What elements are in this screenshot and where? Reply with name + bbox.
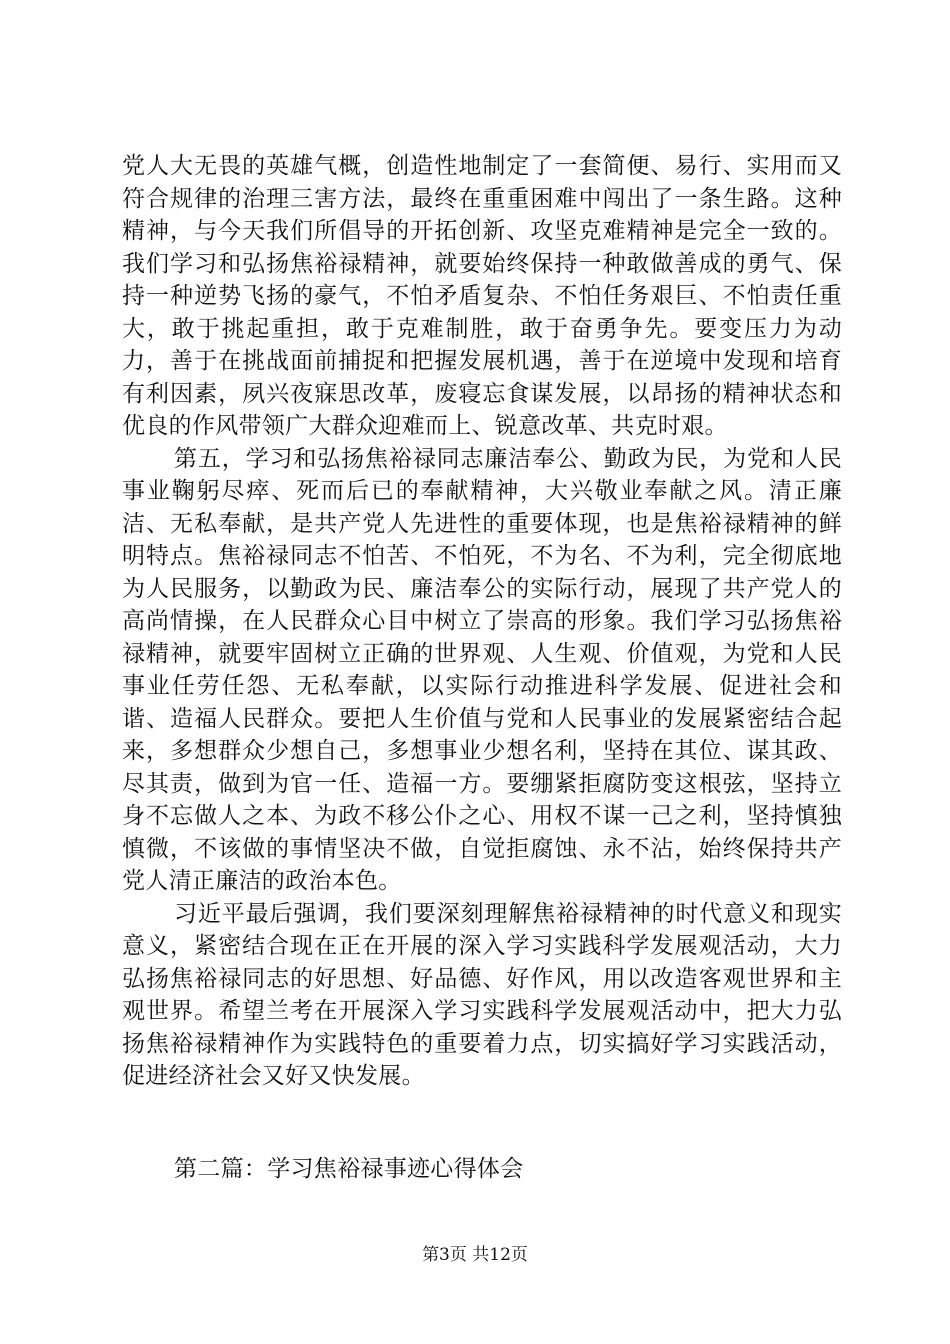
body-text xyxy=(122,150,842,1093)
paragraph-fifth-point: 第五，学习和弘扬焦裕禄同志廉洁奉公、勤政为民，为党和人民事业鞠躬尽瘁、死而后已的奉献精神，大兴敬业奉献之风。清正廉洁、无私奉献，是共产党人先进性的重要体现，也是焦裕禄精神的鲜明特点。焦裕禄同志不怕苦、不怕死，不为名、不为利，完全彻底地为人民服务，以勤政为民、廉洁奉公的实际行动，展现了共产党人的高尚情操，在人民群众心目中树立了崇高的形象。我们学习弘扬焦裕禄精神，就要牢固树立正确的世界观、人生观、价值观，为党和人民事业任劳任怨、无私奉献，以实际行动推进科学发展、促进社会和谐、造福人民群众。要把人生价值与党和人民事业的发展紧密结合起来，多想群众少想自己，多想事业少想名利，坚持在其位、谋其政、尽其责，做到为官一任、造福一方。要绷紧拒腐防变这根弦，坚持立身不忘做人之本、为政不移公仆之心、用权不谋一己之利，坚持慎独慎微，不该做的事情坚决不做，自觉拒腐蚀、永不沾，始终保持共产党人清正廉洁的政治本色。 xyxy=(122,445,842,894)
paragraph-continuation: 党人大无畏的英雄气概，创造性地制定了一套简便、易行、实用而又符合规律的治理三害方法，最终在重重困难中闯出了一条生路。这种精神，与今天我们所倡导的开拓创新、攻坚克难精神是完全一致的。我们学习和弘扬焦裕禄精神，就要始终保持一种敢做善成的勇气、保持一种逆势飞扬的豪气，不怕矛盾复杂、不怕任务艰巨、不怕责任重大，敢于挑起重担，敢于克难制胜，敢于奋勇争先。要变压力为动力，善于在挑战面前捕捉和把握发展机遇，善于在逆境中发现和培育有利因素，夙兴夜寐思改革，废寝忘食谋发展，以昂扬的精神状态和优良的作风带领广大群众迎难而上、锐意改革、共克时艰。 xyxy=(122,153,842,439)
section-heading: 第二篇：学习焦裕禄事迹心得体会 xyxy=(174,1156,524,1182)
paragraph-conclusion: 习近平最后强调，我们要深刻理解焦裕禄精神的时代意义和现实意义，紧密结合现在正在开展的深入学习实践科学发展观活动，大力弘扬焦裕禄同志的好思想、好品德、好作风，用以改造客观世界和主观世界。希望兰考在开展深入学习实践科学发展观活动中，把大力弘扬焦裕禄精神作为实践特色的重要着力点，切实搞好学习实践活动，促进经济社会又好又快发展。 xyxy=(122,900,842,1089)
page-number-footer: 第3页 共12页 xyxy=(422,1245,528,1265)
